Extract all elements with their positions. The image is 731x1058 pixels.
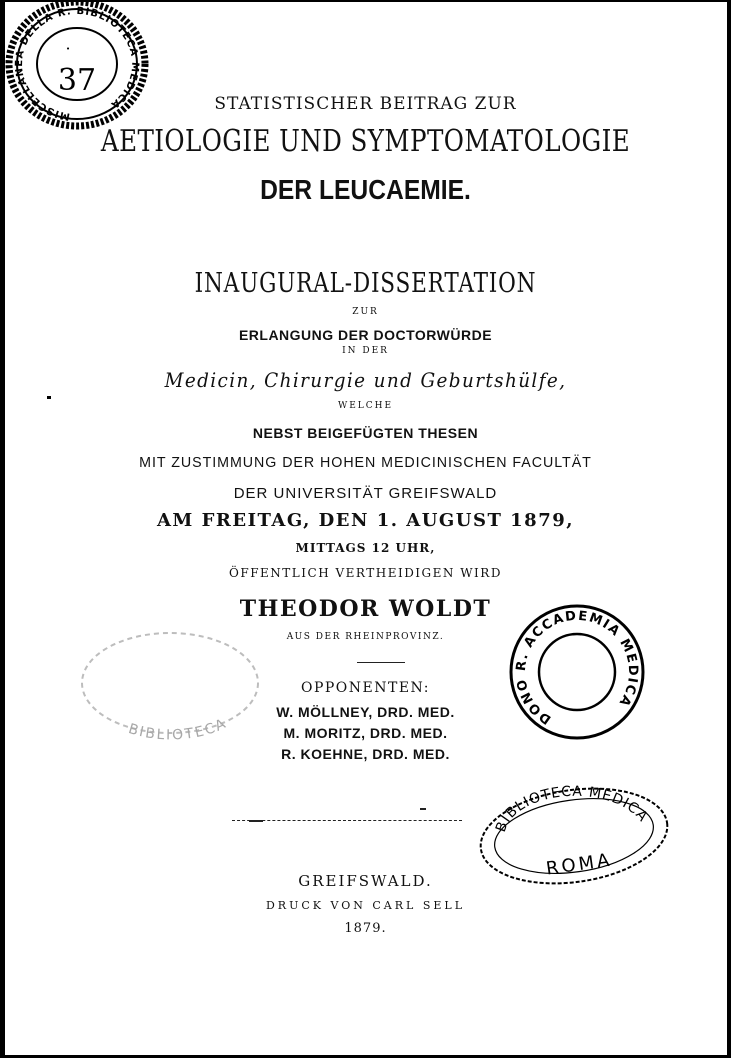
universitaet-line: DER UNIVERSITÄT GREIFSWALD (233, 485, 498, 502)
separator-long (232, 820, 462, 821)
opponent-1: W. MÖLLNEY, DRD. MED. (276, 704, 455, 720)
stamp-shelf-number: 37 (57, 63, 97, 98)
date-line: AM FREITAG, DEN 1. AUGUST 1879, (156, 510, 575, 531)
dissertation-heading: INAUGURAL-DISSERTATION (194, 268, 537, 299)
donation-stamp (505, 600, 650, 745)
biblioteca-stamp (470, 780, 670, 890)
author-name: THEODOR WOLDT (239, 596, 492, 622)
zustimmung-line: MIT ZUSTIMMUNG DER HOHEN MEDICINISCHEN FACULTÄT (139, 454, 592, 471)
stamp-small-mark: · (65, 39, 71, 58)
verthei-line: ÖFFENTLICH VERTHEIDIGEN WIRD (229, 566, 502, 580)
ink-speck (47, 396, 51, 399)
donation-stamp-text: DONO R. ACCADEMIA MEDICA (513, 608, 641, 727)
title-sub: DER LEUCAEMIE. (260, 174, 471, 205)
imprint-city: GREIFSWALD. (298, 872, 433, 890)
imprint-printer: DRUCK VON CARL SELL (265, 899, 465, 912)
faculties-line: Medicin, Chirurgie und Geburtshülfe, (164, 368, 567, 392)
ink-speck (249, 820, 263, 822)
welche-line: WELCHE (337, 401, 394, 411)
ink-speck (420, 808, 426, 810)
stamp-ring-text: MISCELLANEA DELLA R. BIBLIOTECA MEDICA (13, 5, 141, 122)
subtitle-line: STATISTISCHER BEITRAG ZUR (214, 94, 517, 114)
erlangung-line: ERLANGUNG DER DOCTORWÜRDE (238, 327, 493, 343)
faded-stamp (70, 625, 260, 745)
thesen-line: NEBST BEIGEFÜGTEN THESEN (252, 425, 479, 441)
separator-short (357, 662, 405, 663)
author-origin: AUS DER RHEINPROVINZ. (286, 632, 445, 642)
opponent-3: R. KOEHNE, DRD. MED. (281, 746, 450, 762)
in-der-line: IN DER (342, 346, 389, 356)
imprint-year: 1879. (344, 921, 387, 936)
opponent-2: M. MORITZ, DRD. MED. (283, 725, 448, 741)
biblioteca-stamp-city: ROMA (544, 849, 614, 880)
title-main: AETIOLOGIE UND SYMPTOMATOLOGIE (100, 124, 631, 159)
zur-line: ZUR (352, 307, 379, 317)
faded-stamp-text: BIBLIOTECA (126, 715, 230, 744)
biblioteca-stamp-text: BIBLIOTECA MEDICA (493, 783, 652, 835)
time-line: MITTAGS 12 UHR, (295, 541, 436, 555)
opponenten-label: OPPONENTEN: (300, 680, 431, 696)
